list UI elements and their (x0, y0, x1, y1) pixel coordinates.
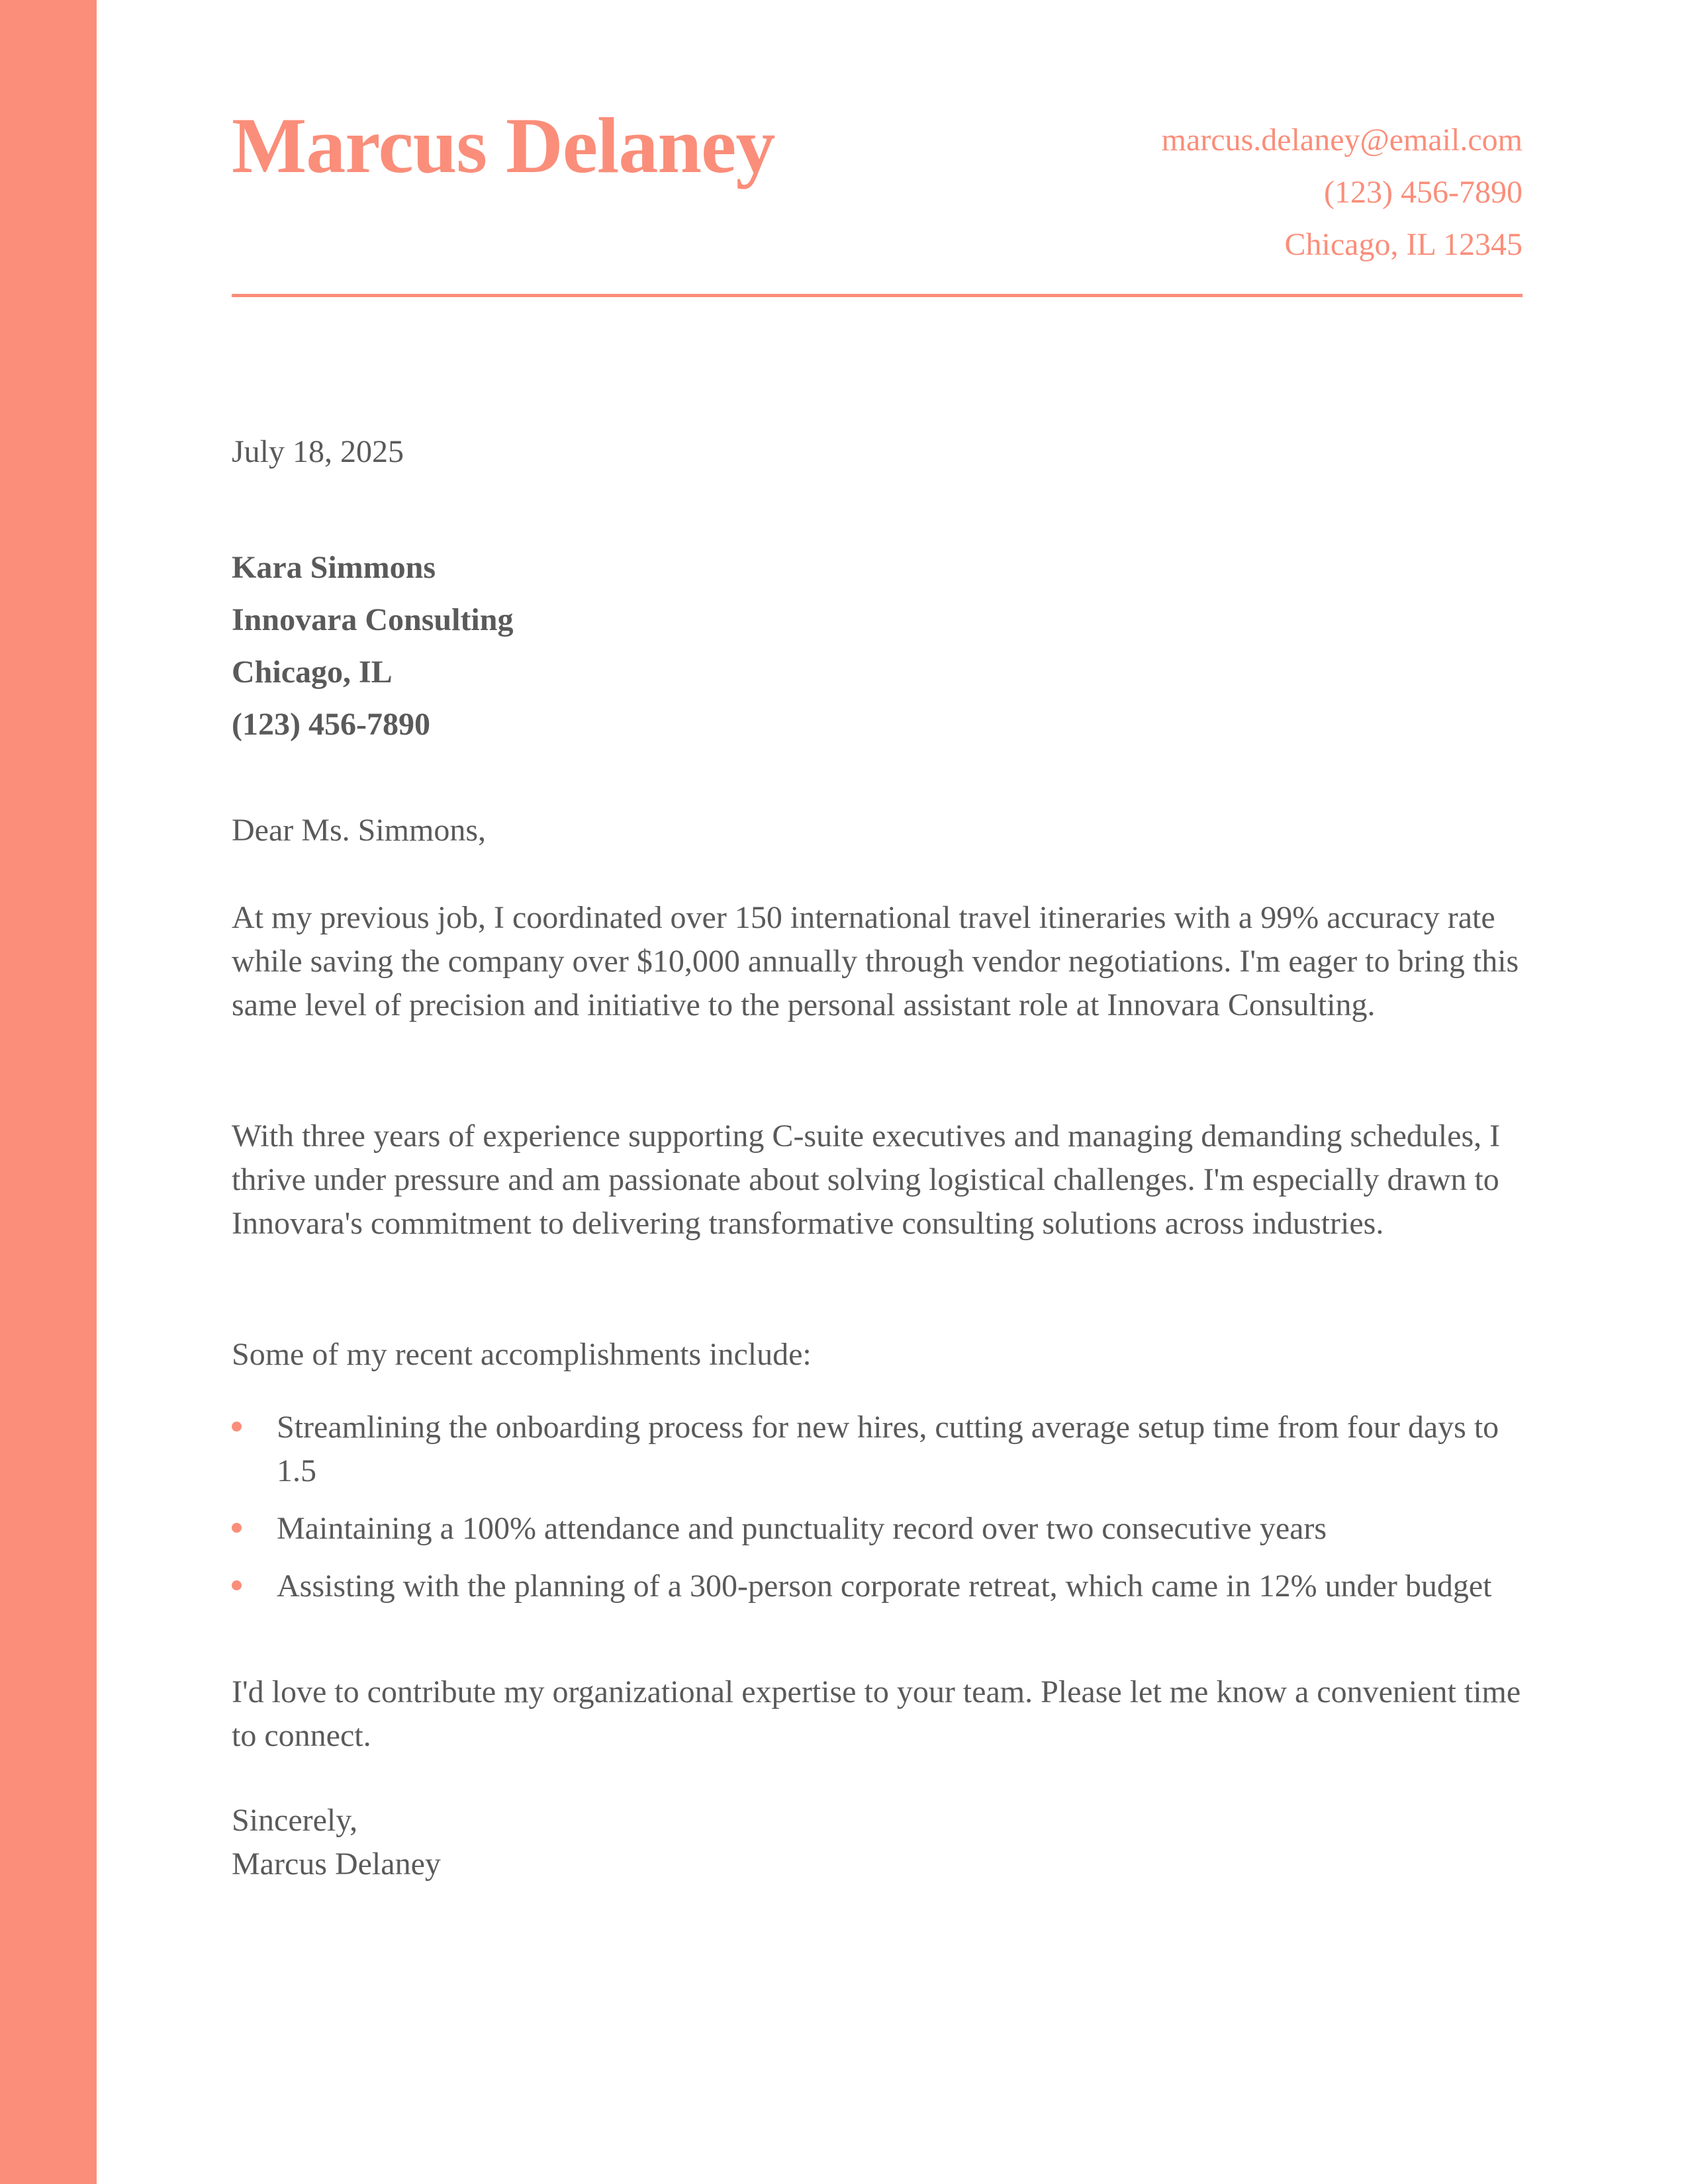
sender-email: marcus.delaney@email.com (1161, 122, 1523, 158)
accomplishments-list (232, 1406, 1523, 1622)
accomplishments-intro: Some of my recent accomplishments include: (232, 1337, 812, 1372)
bullet-dot-icon (232, 1580, 242, 1590)
list-item-text: Assisting with the planning of a 300-person corporate retreat, which came in 12% under budget (277, 1569, 1492, 1604)
sender-location: Chicago, IL 12345 (1284, 227, 1523, 262)
letter-header (232, 0, 1523, 299)
intro-paragraph: At my previous job, I coordinated over 150 international travel itineraries with a 99% accuracy rate while saving the company over $10,000 annually through vendor negotiations. I'm eager to bring this same level of precision and initiative to the personal assistant role at Innovara Consulting. (232, 900, 1519, 1023)
bullet-dot-icon (232, 1523, 242, 1533)
sender-phone: (123) 456-7890 (1324, 175, 1523, 210)
experience-paragraph: With three years of experience supporting C-suite executives and managing demanding schedules, I thrive under pressure and am passionate about solving logistical challenges. I'm especially drawn to Innovara's commitment to delivering transformative consulting solutions across industries. (232, 1118, 1501, 1241)
recipient-city: Chicago, IL (232, 655, 393, 690)
list-item (232, 1507, 1523, 1551)
header-divider (232, 294, 1523, 297)
bullet-dot-icon (232, 1422, 242, 1432)
closing-paragraph: I'd love to contribute my organizational expertise to your team. Please let me know a convenient time to connect. (232, 1674, 1521, 1753)
cover-letter-page (232, 0, 1523, 1882)
accent-side-bar (0, 0, 97, 2184)
sender-contact (1162, 114, 1523, 271)
sender-name: Marcus Delaney (232, 101, 775, 189)
recipient-block (232, 541, 513, 751)
signoff: Sincerely, (232, 1803, 358, 1838)
recipient-name: Kara Simmons (232, 550, 436, 585)
list-item (232, 1565, 1523, 1608)
list-item (232, 1406, 1523, 1493)
list-item-text: Streamlining the onboarding process for new hires, cutting average setup time from four days to 1.5 (277, 1410, 1499, 1488)
letter-date: July 18, 2025 (232, 434, 404, 469)
recipient-phone: (123) 456-7890 (232, 707, 430, 742)
salutation: Dear Ms. Simmons, (232, 813, 486, 848)
signature-block (232, 1799, 441, 1886)
list-item-text: Maintaining a 100% attendance and punctuality record over two consecutive years (277, 1511, 1327, 1546)
signature-name: Marcus Delaney (232, 1846, 441, 1882)
recipient-company: Innovara Consulting (232, 602, 514, 637)
